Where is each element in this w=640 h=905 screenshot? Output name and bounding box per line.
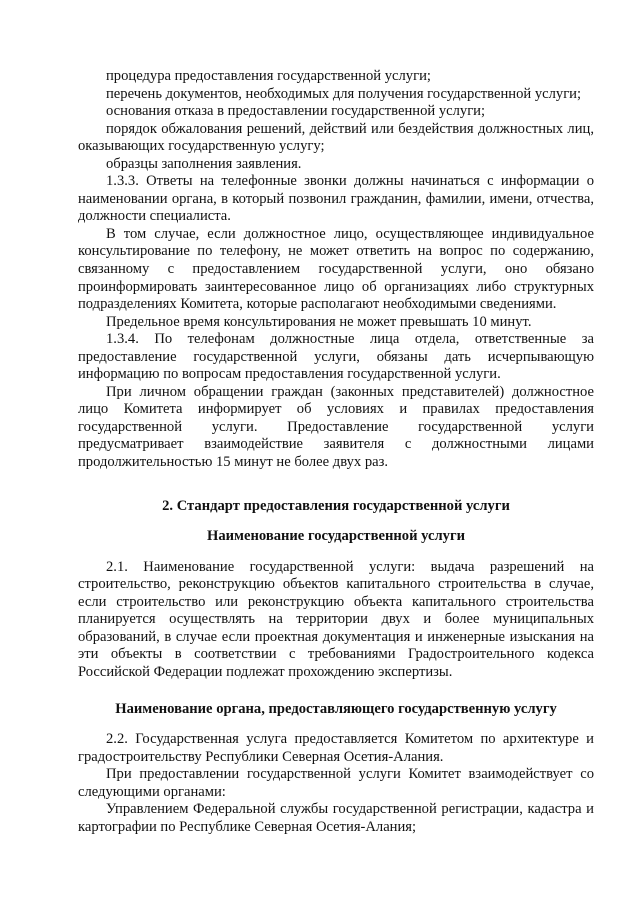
paragraph-2-2: 2.2. Государственная услуга предоставляется Комитетом по архитектуре и градостроительству Республики Северная Осетия-Алания. <box>78 731 594 765</box>
spacer <box>78 682 594 695</box>
list-item-samples: образцы заполнения заявления. <box>106 155 302 172</box>
paragraph-time-limit: Предельное время консультирования не может превышать 10 минут. <box>106 313 532 330</box>
paragraph-2-1: 2.1. Наименование государственной услуги: выдача разрешений на строительство, реконструкцию объектов капитального строительства в случае, если строительство или реконструкцию объекта капитального строительства планируется осуществлять на территории двух и более муниципальных образований, в случае если проектная документация и инженерные изыскания на эти объекты в соответствии с требованиями Градостроительного кодекса Российской Федерации подлежат прохождению экспертизы. <box>78 558 594 680</box>
list-item-appeal: порядок обжалования решений, действий или бездействия должностных лиц, оказывающих государственную услугу; <box>78 120 594 155</box>
paragraph-1-3-3: 1.3.3. Ответы на телефонные звонки должны начинаться с информации о наименовании органа, в который позвонил гражданин, фамилии, имени, отчества, должности специалиста. <box>78 173 594 225</box>
spacer <box>78 472 594 485</box>
list-item-documents: перечень документов, необходимых для получения государственной услуги; <box>106 85 582 102</box>
paragraph-1-3-4: 1.3.4. По телефонам должностные лица отдела, ответственные за предоставление государственной услуги, обязаны дать исчерпывающую информацию по вопросам предоставления государственной услуги. <box>78 331 594 383</box>
subsection-authority-heading: Наименование органа, предоставляющего государственную услугу <box>115 700 557 717</box>
paragraph-personal-visit: При личном обращении граждан (законных представителей) должностное лицо Комитета информирует об условиях и правилах предоставления государственной услуги. Предоставление государственной услуги предусматривает взаимодействие заявителя с должностными лицами продолжительностью 15 минут не более двух раз. <box>78 383 594 471</box>
section-2-heading: 2. Стандарт предоставления государственной услуги <box>162 497 510 514</box>
subsection-service-name-heading: Наименование государственной услуги <box>207 528 465 545</box>
paragraph-phone-case: В том случае, если должностное лицо, осуществляющее индивидуальное консультирование по телефону, не может ответить на вопрос по содержанию, связанному с предоставлением государственной услуги, оно обязано проинформировать заинтересованное лицо об организациях либо структурных подразделениях Комитета, которые располагают необходимыми сведениями. <box>78 225 594 313</box>
list-item-refusal: основания отказа в предоставлении государственной услуги; <box>106 103 486 120</box>
paragraph-rosreestr: Управлением Федеральной службы государственной регистрации, кадастра и картографии по Республике Северная Осетия-Алания; <box>78 801 594 835</box>
paragraph-interaction: При предоставлении государственной услуги Комитет взаимодействует со следующими органами: <box>78 766 594 800</box>
list-item-procedure: процедура предоставления государственной услуги; <box>106 68 431 84</box>
document-page <box>78 68 594 836</box>
